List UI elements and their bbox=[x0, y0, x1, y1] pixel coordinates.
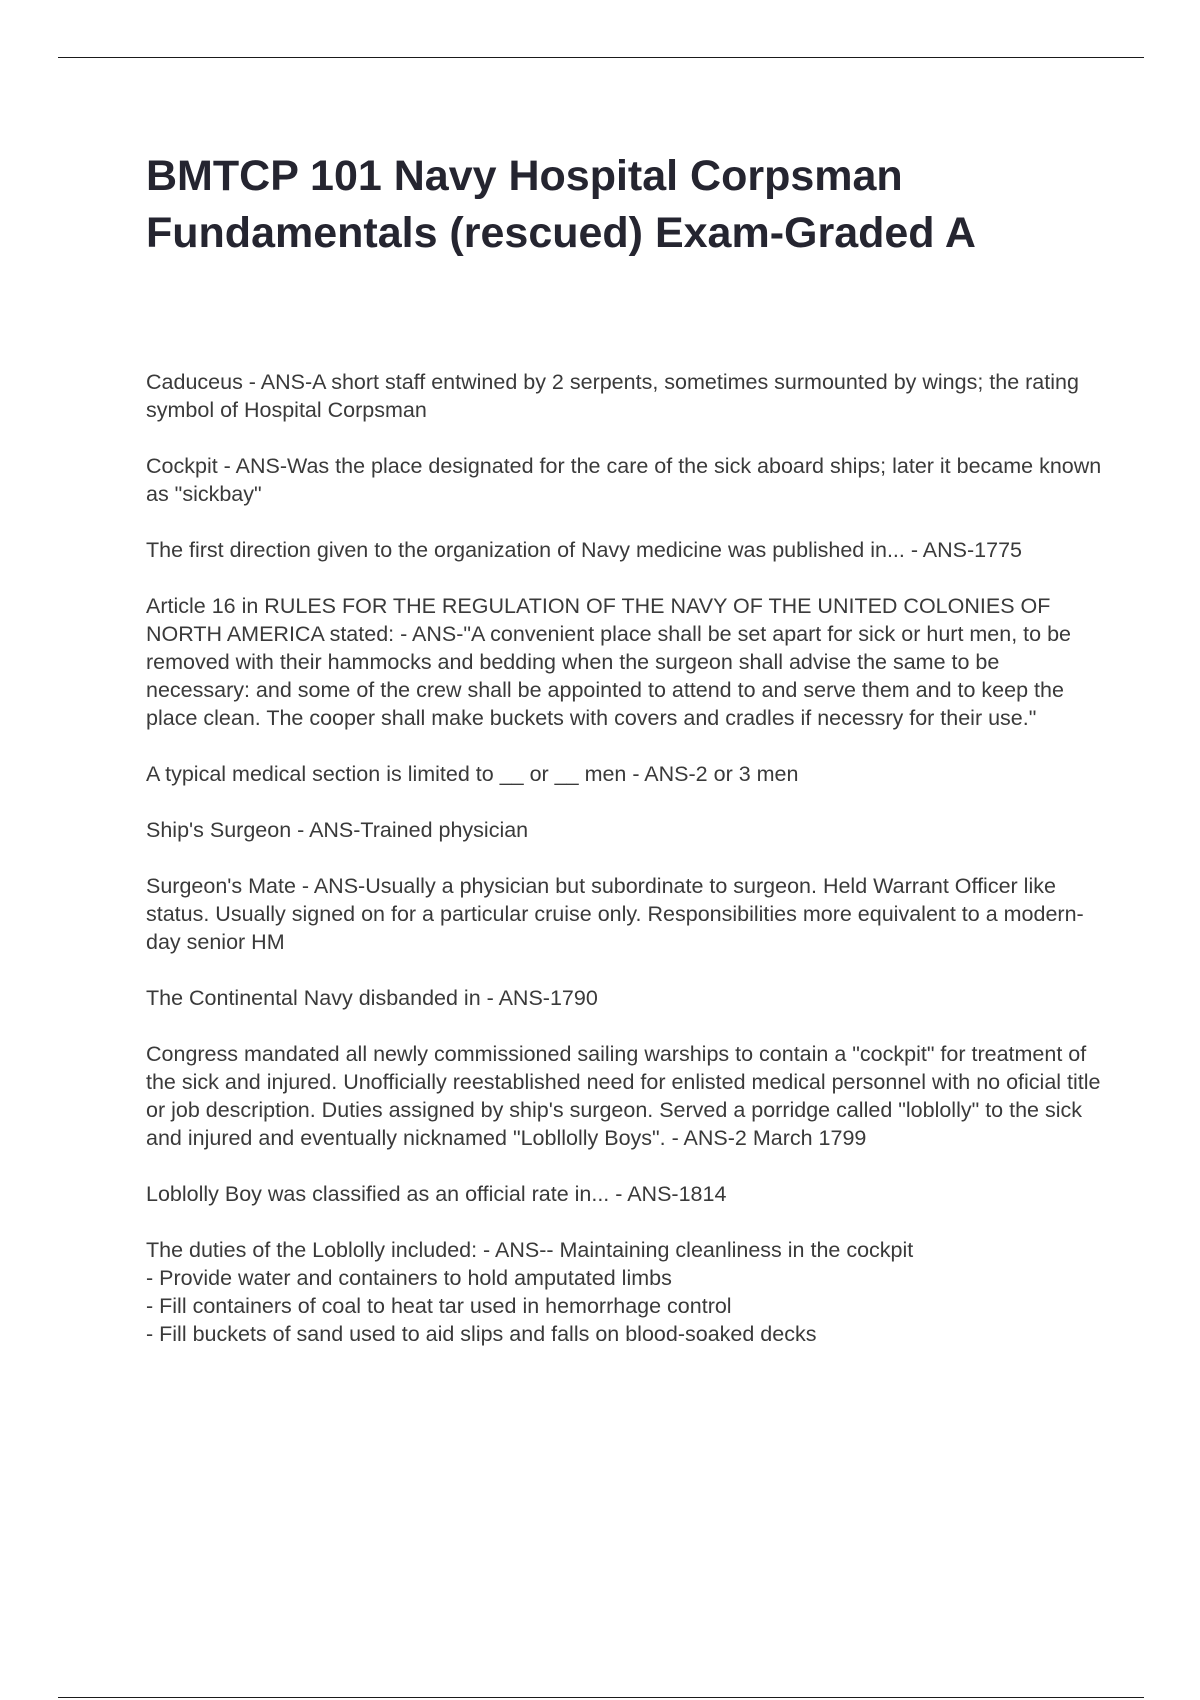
qa-entry-caduceus: Caduceus - ANS-A short staff entwined by 2 serpents, sometimes surmounted by wings; the rating symbol of Hospital Corpsman bbox=[146, 370, 1079, 422]
qa-entry-surgeons-mate: Surgeon's Mate - ANS-Usually a physician but subordinate to surgeon. Held Warrant Officer like status. Usually signed on for a particular cruise only. Responsibilities more equivalent to a modern-day senior HM bbox=[146, 874, 1084, 954]
top-divider bbox=[58, 57, 1144, 58]
qa-entry-loblolly-duties: The duties of the Loblolly included: - ANS-- Maintaining cleanliness in the cockpit - Provide water and containers to hold amputated limbs - Fill containers of coal to heat tar used in hemorrhage control - Fill buckets of sand used to aid slips and falls on blood-soaked decks bbox=[146, 1238, 914, 1346]
qa-entry-article-16: Article 16 in RULES FOR THE REGULATION OF THE NAVY OF THE UNITED COLONIES OF NORTH AMERICA stated: - ANS-"A convenient place shall be set apart for sick or hurt men, to be removed with their hammocks and bedding when the surgeon shall advise the same to be necessary: and some of the crew shall be appointed to attend to and serve them and to keep the place clean. The cooper shall make buckets with covers and cradles if necessry for their use." bbox=[146, 594, 1071, 730]
qa-entry-first-direction: The first direction given to the organization of Navy medicine was published in... - ANS-1775 bbox=[146, 538, 1022, 562]
qa-entry-cockpit: Cockpit - ANS-Was the place designated for the care of the sick aboard ships; later it became known as "sickbay" bbox=[146, 454, 1102, 506]
qa-entry-ships-surgeon: Ship's Surgeon - ANS-Trained physician bbox=[146, 818, 529, 842]
qa-entry-loblolly-rate: Loblolly Boy was classified as an official rate in... - ANS-1814 bbox=[146, 1182, 727, 1206]
qa-entry-continental-navy: The Continental Navy disbanded in - ANS-1790 bbox=[146, 986, 598, 1010]
qa-list bbox=[146, 368, 1106, 1376]
qa-entry-medical-section: A typical medical section is limited to __ or __ men - ANS-2 or 3 men bbox=[146, 762, 799, 786]
document-title: BMTCP 101 Navy Hospital Corpsman Fundamentals (rescued) Exam-Graded A bbox=[146, 152, 976, 257]
qa-entry-congress-mandate: Congress mandated all newly commissioned sailing warships to contain a "cockpit" for treatment of the sick and injured. Unofficially reestablished need for enlisted medical personnel with no oficial title or job description. Duties assigned by ship's surgeon. Served a porridge called "loblolly" to the sick and injured and eventually nicknamed "Lobllolly Boys". - ANS-2 March 1799 bbox=[146, 1042, 1101, 1150]
bottom-divider bbox=[58, 1697, 1144, 1698]
